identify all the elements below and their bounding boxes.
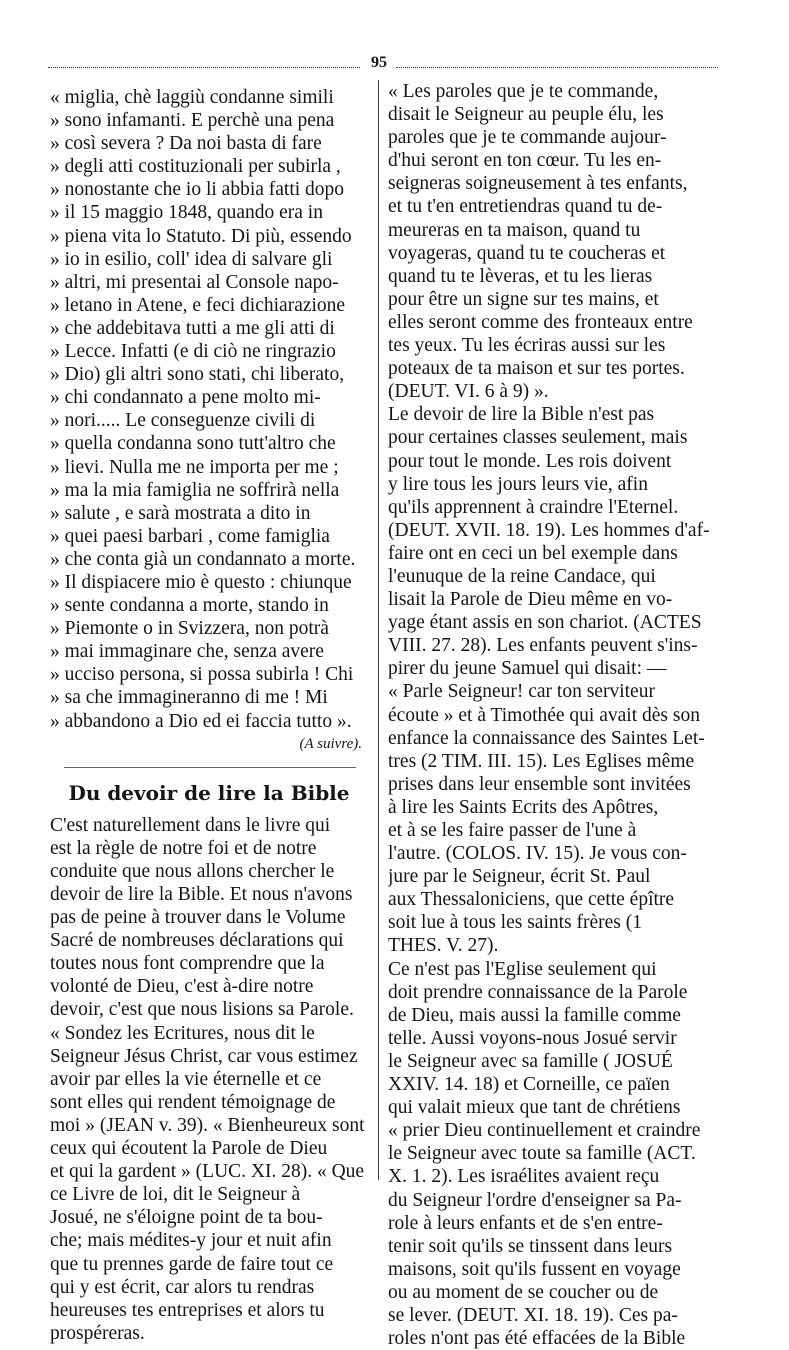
column-divider [378,80,379,1180]
text-line: » letano in Atene, e feci dichiarazione [50,294,346,316]
text-line: pour tout le monde. Les rois doivent [388,450,672,472]
text-line: » salute , e sarà mostrata a dito in [50,502,311,524]
text-line: Seigneur Jésus Christ, car vous estimez [50,1045,358,1067]
text-line: disait le Seigneur au peuple élu, les [388,104,664,126]
text-line: toutes nous font comprendre que la [50,953,325,975]
text-line: » che conta già un condannato a morte. [50,548,356,570]
text-line: et qui la gardent » (LUC. XI. 28). « Que [50,1161,365,1183]
text-line: est la règle de notre foi et de notre [50,837,317,859]
text-line: » sente condanna a morte, stando in [50,595,329,617]
page-number: 95 [371,54,387,71]
text-line: ce Livre de loi, dit le Seigneur à [50,1184,301,1206]
text-line: enfance la connaissance des Saintes Let- [388,727,705,749]
text-line: » chi condannato a pene molto mi- [50,387,321,409]
text-line: » ma la mia famiglia ne soffrirà nella [50,479,340,501]
text-line: l'autre. (COLOS. IV. 15). Je vous con- [388,843,687,865]
text-line: seigneras soigneusement à tes enfants, [388,173,688,195]
paragraph-duty-for-all [388,403,710,957]
text-line: » lievi. Nulla me ne importa per me ; [50,456,339,478]
text-line: « Parle Seigneur! car ton serviteur [388,681,655,703]
text-line: Le devoir de lire la Bible n'est pas [388,404,655,426]
text-line: XXIV. 14. 18) et Corneille, ce païen [388,1074,670,1096]
text-line: yage étant assis en son chariot. (ACTES [388,612,702,634]
text-line: C'est naturellement dans le livre qui [50,814,331,836]
text-line: faire ont en ceci un bel exemple dans [388,542,678,564]
text-line: sont elles qui rendent témoignage de [50,1091,336,1113]
text-line: tes yeux. Tu les écriras aussi sur les [388,335,666,357]
text-line: y lire tous les jours leurs vie, afin [388,473,648,495]
text-line: que tu prennes garde de faire tout ce [50,1253,334,1275]
text-line: poteaux de ta maison et sur tes portes. [388,358,685,380]
text-line: ceux qui écoutent la Parole de Dieu [50,1138,328,1160]
text-line: devoir de lire la Bible. Et nous n'avons [50,884,353,905]
article-body [50,814,368,1345]
text-line: pas de peine à trouver dans le Volume [50,907,346,929]
text-line: écoute » et à Timothée qui avait dès son [388,704,700,726]
text-line: » abbandono a Dio ed ei faccia tutto ». [50,710,352,732]
text-line: tres (2 TIM. III. 15). Les Eglises même [388,750,695,772]
header-rule-left [48,67,360,68]
italian-letter-text [50,86,368,733]
text-line: » così severa ? Da noi basta di fare [50,133,322,155]
paragraph-family-reading [388,958,710,1350]
text-line: Ce n'est pas l'Eglise seulement qui [388,958,657,980]
text-line: » quella condanna sono tutt'altro che [50,433,336,455]
text-line: prises dans leur ensemble sont invitées [388,773,691,795]
text-line: du Seigneur l'ordre d'enseigner sa Pa- [388,1189,682,1211]
text-line: et tu t'en entretiendras quand tu de- [388,196,663,218]
text-line: Sacré de nombreuses déclarations qui [50,930,344,952]
text-line: d'hui seront en ton cœur. Tu les en- [388,150,662,172]
text-line: role à leurs enfants et de s'en entre- [388,1212,663,1234]
text-line: che; mais médites-y jour et nuit afin [50,1230,332,1252]
text-line: Josué, ne s'éloigne point de ta bou- [50,1207,323,1229]
text-line: devoir, c'est que nous lisions sa Parole. [50,999,354,1021]
text-line: qui y est écrit, car alors tu rendras [50,1276,315,1298]
text-line: VIII. 27. 28). Les enfants peuvent s'ins- [388,635,698,657]
text-line: heureuses tes entreprises et alors tu [50,1299,325,1321]
header-rule-right [396,67,718,68]
text-line: roles n'ont pas été effacées de la Bible [388,1328,686,1350]
text-line: maisons, soit qu'ils fussent en voyage [388,1258,681,1280]
text-line: » Piemonte o in Svizzera, non potrà [50,618,329,640]
text-line: conduite que nous allons chercher le [50,860,335,882]
text-line: pirer du jeune Samuel qui disait: — [388,658,667,680]
text-line: qu'ils apprennent à craindre l'Eternel. [388,496,679,518]
text-line: « miglia, chè laggiù condanne simili [50,87,334,108]
text-line: de Dieu, mais aussi la famille comme [388,1004,681,1026]
text-line: » ucciso persona, si possa subirla ! Chi [50,664,354,686]
text-line: » nonostante che io li abbia fatti dopo [50,179,345,201]
text-line: tenir soit qu'ils se tinssent dans leurs [388,1235,673,1257]
text-line: l'eunuque de la reine Candace, qui [388,565,656,587]
text-line: le Seigneur avec sa famille ( JOSUÉ [388,1050,673,1072]
text-line: THES. V. 27). [388,935,499,957]
text-line: « Les paroles que je te commande, [388,81,659,102]
text-line: (DEUT. VI. 6 à 9) ». [388,381,549,403]
text-line: moi » (JEAN v. 39). « Bienheureux sont [50,1114,365,1136]
text-line: » piena vita lo Statuto. Di più, essendo [50,225,352,247]
text-line: » Il dispiacere mio è questo : chiunque [50,571,352,593]
text-line: se lever. (DEUT. XI. 18. 19). Ces pa- [388,1304,678,1326]
text-line: qui valait mieux que tant de chrétiens [388,1097,681,1119]
text-line: telle. Aussi voyons-nous Josué servir [388,1027,677,1049]
text-line: avoir par elles la vie éternelle et ce [50,1068,322,1090]
page-header [48,54,718,76]
text-line: (DEUT. XVII. 18. 19). Les hommes d'af- [388,519,710,541]
text-line: soit lue à tous les saints frères (1 [388,912,642,934]
right-column [388,80,710,1350]
text-line: volonté de Dieu, c'est à-dire notre [50,976,314,998]
text-line: et à se les faire passer de l'une à [388,820,637,841]
text-line: quand tu te lèveras, et tu les lieras [388,265,653,287]
text-line: » sa che immagineranno di me ! Mi [50,687,328,709]
paragraph-deuteronomy-quote [388,80,710,403]
text-line: jure par le Seigneur, écrit St. Paul [388,866,651,888]
text-line: » che addebitava tutti a me gli atti di [50,317,335,339]
text-line: prospéreras. [50,1322,145,1344]
text-line: « Sondez les Ecritures, nous dit le [50,1022,315,1044]
text-line: doit prendre connaissance de la Parole [388,981,688,1003]
text-line: pour être un signe sur tes mains, et [388,288,659,310]
left-column [50,86,368,1345]
article-separator [50,756,368,778]
text-line: » Dio) gli altri sono stati, chi liberato, [50,364,345,386]
text-line: « prier Dieu continuellement et craindre [388,1120,701,1142]
text-line: paroles que je te commande aujour- [388,127,667,149]
text-line: meureras en ta maison, quand tu [388,219,641,241]
text-line: le Seigneur avec toute sa famille (ACT. [388,1143,696,1165]
text-line: » altri, mi presentai al Console napo- [50,271,339,293]
text-line: » io in esilio, coll' idea di salvare gli [50,248,333,270]
text-line: » nori..... Le conseguenze civili di [50,410,316,432]
text-line: » sono infamanti. E perchè una pena [50,110,335,132]
text-line: » il 15 maggio 1848, quando era in [50,202,323,224]
text-line: voyageras, quand tu te coucheras et [388,242,666,264]
text-line: ou au moment de se coucher ou de [388,1281,659,1303]
text-line: lisait la Parole de Dieu même en vo- [388,589,673,611]
text-line: X. 1. 2). Les israélites avaient reçu [388,1166,660,1188]
text-line: à lire les Saints Ecrits des Apôtres, [388,796,659,818]
text-line: » degli atti costituzionali per subirla , [50,156,341,178]
text-line: » quei paesi barbari , come famiglia [50,525,330,547]
text-line: » Lecce. Infatti (e di ciò ne ringrazio [50,341,336,363]
text-line: aux Thessaloniciens, que cette épître [388,889,675,911]
text-line: elles seront comme des fronteaux entre [388,311,693,333]
text-line: pour certaines classes seulement, mais [388,427,688,449]
text-line: » mai immaginare che, senza avere [50,641,324,663]
article-title: Du devoir de lire la Bible [68,780,350,805]
to-be-continued: (A suivre). [299,735,362,752]
